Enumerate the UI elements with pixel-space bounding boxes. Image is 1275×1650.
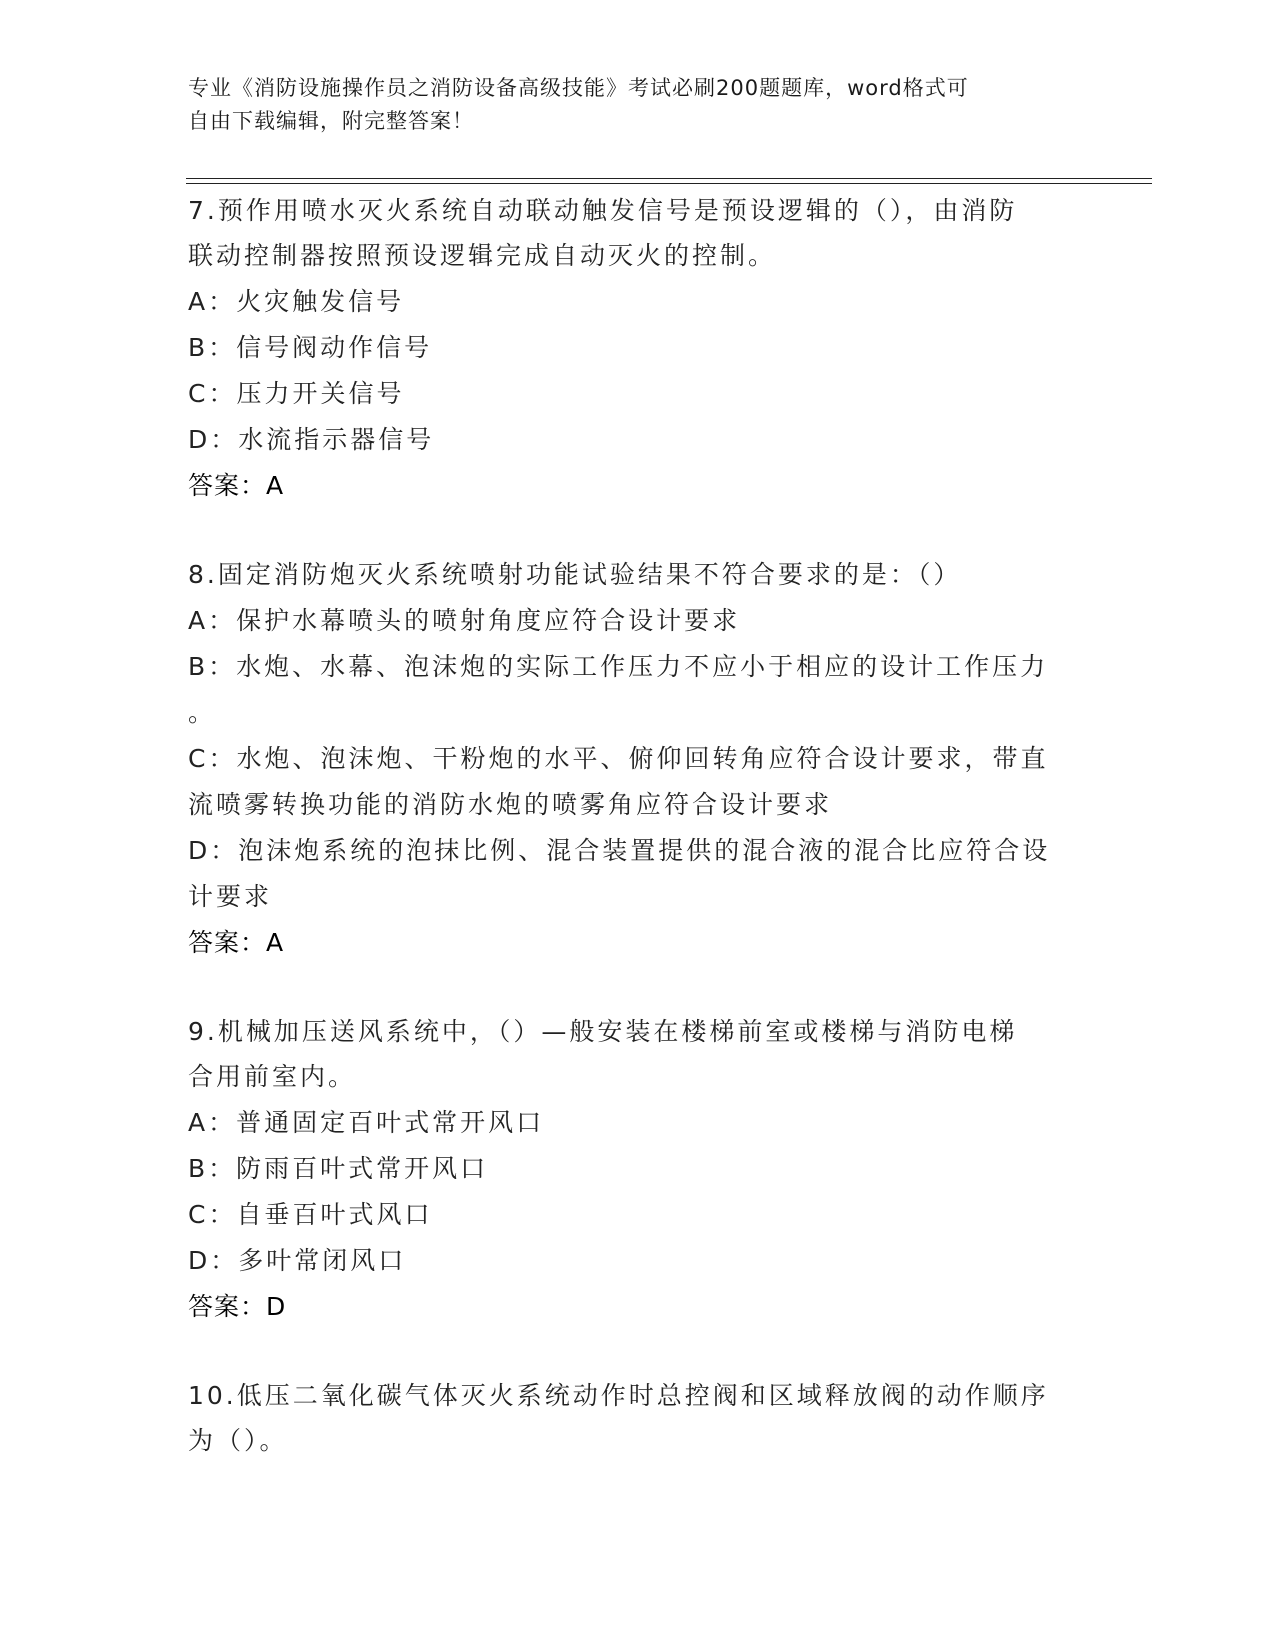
header-divider-bottom — [186, 183, 1152, 184]
document-header — [188, 72, 1088, 138]
question-7-text-line-1: 7.预作用喷水灭火系统自动联动触发信号是预设逻辑的（），由消防 — [188, 196, 1018, 225]
question-7-option-d: D：水流指示器信号 — [188, 425, 435, 454]
question-7-option-a: A：火灾触发信号 — [188, 287, 405, 316]
question-9-answer: 答案：D — [188, 1292, 287, 1321]
question-7 — [188, 188, 1078, 508]
question-9 — [188, 1009, 1078, 1329]
question-9-option-b: B：防雨百叶式常开风口 — [188, 1154, 489, 1183]
question-8-option-d-line-1: D：泡沫炮系统的泡抹比例、混合装置提供的混合液的混合比应符合设 — [188, 836, 1051, 865]
header-line-2: 自由下载编辑，附完整答案！ — [188, 109, 474, 133]
question-7-text-line-2: 联动控制器按照预设逻辑完成自动灭火的控制。 — [188, 241, 777, 270]
question-9-option-c: C：自垂百叶式风口 — [188, 1200, 433, 1229]
question-8-answer: 答案：A — [188, 928, 285, 957]
question-9-option-a: A：普通固定百叶式常开风口 — [188, 1108, 545, 1137]
question-7-answer: 答案：A — [188, 471, 285, 500]
question-10 — [188, 1373, 1078, 1463]
question-8-option-a: A：保护水幕喷头的喷射角度应符合设计要求 — [188, 606, 741, 635]
question-10-text-line-2: 为（）。 — [188, 1426, 288, 1455]
question-9-text-line-1: 9.机械加压送风系统中，（）—般安装在楼梯前室或楼梯与消防电梯 — [188, 1017, 1018, 1046]
question-8-option-b-line-1: B：水炮、水幕、泡沫炮的实际工作压力不应小于相应的设计工作压力 — [188, 652, 1049, 681]
question-8-option-c-line-1: C：水炮、泡沫炮、干粉炮的水平、俯仰回转角应符合设计要求，带直 — [188, 744, 1049, 773]
question-9-option-d: D：多叶常闭风口 — [188, 1246, 407, 1275]
header-line-1: 专业《消防设施操作员之消防设备高级技能》考试必刷200题题库，word格式可 — [188, 76, 969, 100]
question-spacer — [188, 508, 1078, 552]
question-7-option-b: B：信号阀动作信号 — [188, 333, 433, 362]
question-8-option-c-line-2: 流喷雾转换功能的消防水炮的喷雾角应符合设计要求 — [188, 790, 833, 819]
question-8-option-d-line-2: 计要求 — [188, 882, 273, 911]
question-8-text-line-1: 8.固定消防炮灭火系统喷射功能试验结果不符合要求的是：（） — [188, 560, 962, 589]
question-7-option-c: C：压力开关信号 — [188, 379, 405, 408]
header-divider-top — [186, 178, 1152, 179]
question-spacer — [188, 1329, 1078, 1373]
question-spacer — [188, 965, 1078, 1009]
question-8 — [188, 552, 1078, 965]
question-list — [188, 188, 1078, 1463]
question-10-text-line-1: 10.低压二氧化碳气体灭火系统动作时总控阀和区域释放阀的动作顺序 — [188, 1381, 1049, 1410]
question-8-option-b-line-2: 。 — [188, 698, 217, 727]
question-9-text-line-2: 合用前室内。 — [188, 1062, 357, 1091]
